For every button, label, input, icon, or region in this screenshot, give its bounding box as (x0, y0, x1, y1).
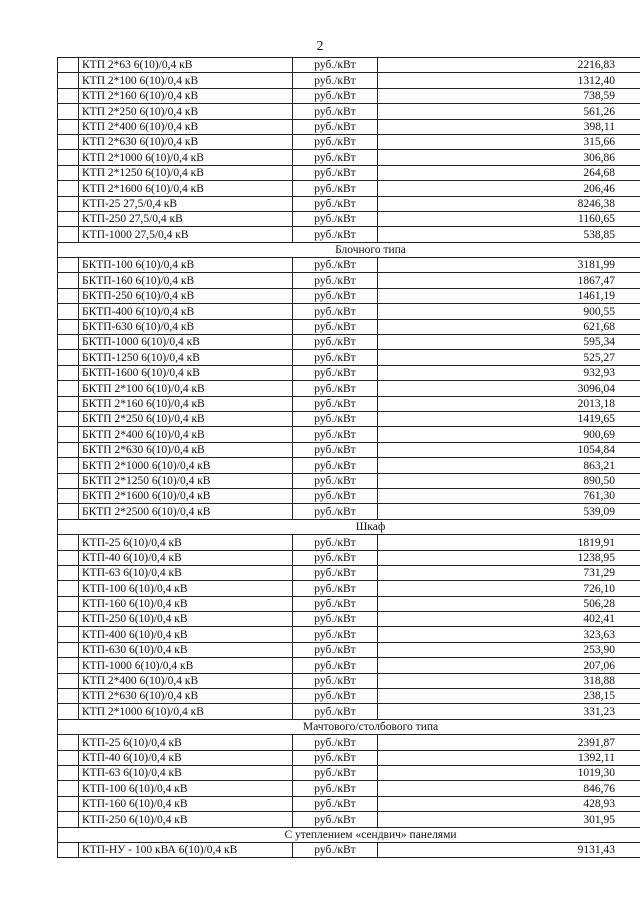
unit-cell: руб./кВт (293, 104, 378, 119)
unit-cell: руб./кВт (293, 735, 378, 750)
blank-cell (58, 58, 79, 73)
table-row (58, 735, 640, 750)
table-row (58, 535, 640, 550)
table-row (58, 258, 640, 273)
price-value-cell: 323,63 (378, 627, 640, 642)
price-value-cell: 561,26 (378, 104, 640, 119)
price-value-cell: 9131,43 (378, 842, 640, 857)
table-row (58, 350, 640, 365)
substation-name-cell: КТП-160 6(10)/0,4 кВ (79, 796, 293, 811)
price-value-cell: 402,41 (378, 612, 640, 627)
blank-cell (58, 411, 79, 426)
blank-cell (58, 842, 79, 857)
substation-name-cell: КТП 2*1000 6(10)/0,4 кВ (79, 704, 293, 719)
price-value-cell: 1419,65 (378, 411, 640, 426)
table-row (58, 335, 640, 350)
table-row (58, 689, 640, 704)
unit-cell: руб./кВт (293, 350, 378, 365)
unit-cell: руб./кВт (293, 181, 378, 196)
table-row (58, 750, 640, 765)
unit-cell: руб./кВт (293, 134, 378, 149)
price-value-cell: 8246,38 (378, 196, 640, 211)
blank-cell (58, 73, 79, 88)
table-row (58, 181, 640, 196)
unit-cell: руб./кВт (293, 304, 378, 319)
table-row (58, 396, 640, 411)
price-value-cell: 331,23 (378, 704, 640, 719)
unit-cell: руб./кВт (293, 812, 378, 827)
substation-name-cell: БКТП 2*2500 6(10)/0,4 кВ (79, 504, 293, 519)
blank-cell (58, 319, 79, 334)
blank-cell (58, 88, 79, 103)
price-value-cell: 2391,87 (378, 735, 640, 750)
substation-name-cell: КТП 2*630 6(10)/0,4 кВ (79, 689, 293, 704)
table-row (58, 842, 640, 857)
substation-name-cell: БКТП 2*1250 6(10)/0,4 кВ (79, 473, 293, 488)
table-row (58, 319, 640, 334)
substation-name-cell: КТП 2*400 6(10)/0,4 кВ (79, 119, 293, 134)
unit-cell: руб./кВт (293, 427, 378, 442)
substation-name-cell: БКТП-1000 6(10)/0,4 кВ (79, 335, 293, 350)
price-value-cell: 1160,65 (378, 211, 640, 226)
unit-cell: руб./кВт (293, 319, 378, 334)
unit-cell: руб./кВт (293, 119, 378, 134)
substation-name-cell: БКТП-1600 6(10)/0,4 кВ (79, 365, 293, 380)
substation-name-cell: БКТП-160 6(10)/0,4 кВ (79, 273, 293, 288)
section-title: Шкаф (58, 519, 640, 534)
price-value-cell: 761,30 (378, 488, 640, 503)
blank-cell (58, 181, 79, 196)
blank-cell (58, 812, 79, 827)
blank-cell (58, 504, 79, 519)
substation-name-cell: КТП 2*630 6(10)/0,4 кВ (79, 134, 293, 149)
table-row (58, 704, 640, 719)
section-title: С утеплением «сендвич» панелями (58, 827, 640, 842)
tariff-table-body (58, 58, 640, 858)
price-value-cell: 398,11 (378, 119, 640, 134)
blank-cell (58, 458, 79, 473)
substation-name-cell: КТП-250 27,5/0,4 кВ (79, 211, 293, 226)
table-row (58, 781, 640, 796)
substation-name-cell: КТП-НУ - 100 кВА 6(10)/0,4 кВ (79, 842, 293, 857)
price-value-cell: 890,50 (378, 473, 640, 488)
unit-cell: руб./кВт (293, 612, 378, 627)
blank-cell (58, 150, 79, 165)
blank-cell (58, 750, 79, 765)
blank-cell (58, 781, 79, 796)
unit-cell: руб./кВт (293, 335, 378, 350)
blank-cell (58, 227, 79, 242)
price-value-cell: 738,59 (378, 88, 640, 103)
unit-cell: руб./кВт (293, 550, 378, 565)
table-row (58, 812, 640, 827)
substation-name-cell: КТП-630 6(10)/0,4 кВ (79, 642, 293, 657)
price-value-cell: 1461,19 (378, 288, 640, 303)
blank-cell (58, 765, 79, 780)
table-row (58, 488, 640, 503)
table-row (58, 134, 640, 149)
unit-cell: руб./кВт (293, 565, 378, 580)
substation-name-cell: КТП-1000 27,5/0,4 кВ (79, 227, 293, 242)
unit-cell: руб./кВт (293, 211, 378, 226)
unit-cell: руб./кВт (293, 73, 378, 88)
unit-cell: руб./кВт (293, 396, 378, 411)
price-value-cell: 1392,11 (378, 750, 640, 765)
section-header-row (58, 242, 640, 257)
blank-cell (58, 273, 79, 288)
substation-name-cell: КТП-400 6(10)/0,4 кВ (79, 627, 293, 642)
substation-name-cell: КТП-160 6(10)/0,4 кВ (79, 596, 293, 611)
blank-cell (58, 288, 79, 303)
price-value-cell: 318,88 (378, 673, 640, 688)
substation-name-cell: КТП-40 6(10)/0,4 кВ (79, 550, 293, 565)
table-row (58, 381, 640, 396)
unit-cell: руб./кВт (293, 673, 378, 688)
table-row (58, 458, 640, 473)
table-row (58, 427, 640, 442)
price-value-cell: 863,21 (378, 458, 640, 473)
substation-name-cell: БКТП 2*250 6(10)/0,4 кВ (79, 411, 293, 426)
price-value-cell: 726,10 (378, 581, 640, 596)
price-value-cell: 525,27 (378, 350, 640, 365)
table-row (58, 504, 640, 519)
substation-name-cell: КТП-25 27,5/0,4 кВ (79, 196, 293, 211)
tariff-table (57, 57, 640, 858)
price-value-cell: 2013,18 (378, 396, 640, 411)
table-row (58, 642, 640, 657)
unit-cell: руб./кВт (293, 381, 378, 396)
unit-cell: руб./кВт (293, 273, 378, 288)
substation-name-cell: БКТП 2*1000 6(10)/0,4 кВ (79, 458, 293, 473)
blank-cell (58, 612, 79, 627)
substation-name-cell: БКТП-630 6(10)/0,4 кВ (79, 319, 293, 334)
price-value-cell: 932,93 (378, 365, 640, 380)
blank-cell (58, 550, 79, 565)
price-value-cell: 1054,84 (378, 442, 640, 457)
price-value-cell: 538,85 (378, 227, 640, 242)
table-row (58, 211, 640, 226)
table-row (58, 612, 640, 627)
blank-cell (58, 442, 79, 457)
substation-name-cell: КТП 2*1600 6(10)/0,4 кВ (79, 181, 293, 196)
substation-name-cell: КТП 2*1250 6(10)/0,4 кВ (79, 165, 293, 180)
unit-cell: руб./кВт (293, 227, 378, 242)
blank-cell (58, 596, 79, 611)
unit-cell: руб./кВт (293, 442, 378, 457)
unit-cell: руб./кВт (293, 488, 378, 503)
table-row (58, 119, 640, 134)
table-row (58, 673, 640, 688)
table-row (58, 442, 640, 457)
section-title: Блочного типа (58, 242, 640, 257)
substation-name-cell: КТП-25 6(10)/0,4 кВ (79, 535, 293, 550)
section-title: Мачтового/столбового типа (58, 719, 640, 734)
unit-cell: руб./кВт (293, 288, 378, 303)
price-value-cell: 301,95 (378, 812, 640, 827)
table-row (58, 765, 640, 780)
table-row (58, 473, 640, 488)
table-row (58, 304, 640, 319)
substation-name-cell: КТП 2*160 6(10)/0,4 кВ (79, 88, 293, 103)
blank-cell (58, 627, 79, 642)
unit-cell: руб./кВт (293, 781, 378, 796)
table-row (58, 550, 640, 565)
substation-name-cell: КТП-250 6(10)/0,4 кВ (79, 812, 293, 827)
unit-cell: руб./кВт (293, 642, 378, 657)
price-value-cell: 253,90 (378, 642, 640, 657)
price-value-cell: 846,76 (378, 781, 640, 796)
blank-cell (58, 689, 79, 704)
unit-cell: руб./кВт (293, 658, 378, 673)
unit-cell: руб./кВт (293, 704, 378, 719)
table-row (58, 658, 640, 673)
price-value-cell: 207,06 (378, 658, 640, 673)
price-value-cell: 595,34 (378, 335, 640, 350)
table-row (58, 411, 640, 426)
blank-cell (58, 211, 79, 226)
substation-name-cell: БКТП 2*100 6(10)/0,4 кВ (79, 381, 293, 396)
unit-cell: руб./кВт (293, 411, 378, 426)
substation-name-cell: БКТП-400 6(10)/0,4 кВ (79, 304, 293, 319)
blank-cell (58, 258, 79, 273)
substation-name-cell: КТП 2*63 6(10)/0,4 кВ (79, 58, 293, 73)
table-row (58, 165, 640, 180)
unit-cell: руб./кВт (293, 473, 378, 488)
table-row (58, 627, 640, 642)
table-row (58, 88, 640, 103)
substation-name-cell: КТП-100 6(10)/0,4 кВ (79, 781, 293, 796)
table-row (58, 596, 640, 611)
blank-cell (58, 350, 79, 365)
blank-cell (58, 134, 79, 149)
table-row (58, 365, 640, 380)
blank-cell (58, 104, 79, 119)
table-row (58, 104, 640, 119)
table-row (58, 58, 640, 73)
substation-name-cell: КТП-40 6(10)/0,4 кВ (79, 750, 293, 765)
blank-cell (58, 658, 79, 673)
substation-name-cell: КТП 2*250 6(10)/0,4 кВ (79, 104, 293, 119)
price-value-cell: 1238,95 (378, 550, 640, 565)
price-value-cell: 1819,91 (378, 535, 640, 550)
substation-name-cell: КТП-250 6(10)/0,4 кВ (79, 612, 293, 627)
blank-cell (58, 381, 79, 396)
substation-name-cell: КТП 2*400 6(10)/0,4 кВ (79, 673, 293, 688)
unit-cell: руб./кВт (293, 750, 378, 765)
price-value-cell: 539,09 (378, 504, 640, 519)
price-value-cell: 206,46 (378, 181, 640, 196)
price-value-cell: 900,69 (378, 427, 640, 442)
price-value-cell: 315,66 (378, 134, 640, 149)
unit-cell: руб./кВт (293, 842, 378, 857)
blank-cell (58, 735, 79, 750)
price-value-cell: 3096,04 (378, 381, 640, 396)
unit-cell: руб./кВт (293, 796, 378, 811)
blank-cell (58, 427, 79, 442)
price-value-cell: 1867,47 (378, 273, 640, 288)
table-row (58, 273, 640, 288)
substation-name-cell: БКТП-250 6(10)/0,4 кВ (79, 288, 293, 303)
blank-cell (58, 396, 79, 411)
blank-cell (58, 196, 79, 211)
price-value-cell: 900,55 (378, 304, 640, 319)
table-row (58, 288, 640, 303)
unit-cell: руб./кВт (293, 689, 378, 704)
price-value-cell: 238,15 (378, 689, 640, 704)
substation-name-cell: БКТП 2*630 6(10)/0,4 кВ (79, 442, 293, 457)
price-value-cell: 621,68 (378, 319, 640, 334)
section-header-row (58, 519, 640, 534)
substation-name-cell: БКТП 2*1600 6(10)/0,4 кВ (79, 488, 293, 503)
price-value-cell: 1019,30 (378, 765, 640, 780)
blank-cell (58, 565, 79, 580)
substation-name-cell: КТП-1000 6(10)/0,4 кВ (79, 658, 293, 673)
price-value-cell: 264,68 (378, 165, 640, 180)
blank-cell (58, 365, 79, 380)
blank-cell (58, 796, 79, 811)
price-value-cell: 428,93 (378, 796, 640, 811)
price-value-cell: 731,29 (378, 565, 640, 580)
blank-cell (58, 488, 79, 503)
substation-name-cell: КТП-63 6(10)/0,4 кВ (79, 765, 293, 780)
table-row (58, 150, 640, 165)
unit-cell: руб./кВт (293, 458, 378, 473)
unit-cell: руб./кВт (293, 365, 378, 380)
unit-cell: руб./кВт (293, 58, 378, 73)
unit-cell: руб./кВт (293, 196, 378, 211)
substation-name-cell: КТП-100 6(10)/0,4 кВ (79, 581, 293, 596)
blank-cell (58, 335, 79, 350)
blank-cell (58, 535, 79, 550)
table-row (58, 581, 640, 596)
table-row (58, 196, 640, 211)
unit-cell: руб./кВт (293, 150, 378, 165)
substation-name-cell: БКТП-100 6(10)/0,4 кВ (79, 258, 293, 273)
blank-cell (58, 165, 79, 180)
unit-cell: руб./кВт (293, 581, 378, 596)
substation-name-cell: БКТП 2*160 6(10)/0,4 кВ (79, 396, 293, 411)
blank-cell (58, 704, 79, 719)
price-value-cell: 2216,83 (378, 58, 640, 73)
unit-cell: руб./кВт (293, 627, 378, 642)
blank-cell (58, 119, 79, 134)
unit-cell: руб./кВт (293, 258, 378, 273)
substation-name-cell: БКТП-1250 6(10)/0,4 кВ (79, 350, 293, 365)
substation-name-cell: БКТП 2*400 6(10)/0,4 кВ (79, 427, 293, 442)
unit-cell: руб./кВт (293, 535, 378, 550)
unit-cell: руб./кВт (293, 596, 378, 611)
substation-name-cell: КТП-25 6(10)/0,4 кВ (79, 735, 293, 750)
blank-cell (58, 642, 79, 657)
price-value-cell: 1312,40 (378, 73, 640, 88)
unit-cell: руб./кВт (293, 504, 378, 519)
blank-cell (58, 673, 79, 688)
page-number: 2 (316, 39, 324, 54)
price-value-cell: 306,86 (378, 150, 640, 165)
substation-name-cell: КТП-63 6(10)/0,4 кВ (79, 565, 293, 580)
table-row (58, 565, 640, 580)
blank-cell (58, 304, 79, 319)
blank-cell (58, 581, 79, 596)
substation-name-cell: КТП 2*1000 6(10)/0,4 кВ (79, 150, 293, 165)
unit-cell: руб./кВт (293, 88, 378, 103)
section-header-row (58, 719, 640, 734)
price-value-cell: 3181,99 (378, 258, 640, 273)
unit-cell: руб./кВт (293, 765, 378, 780)
table-row (58, 73, 640, 88)
substation-name-cell: КТП 2*100 6(10)/0,4 кВ (79, 73, 293, 88)
unit-cell: руб./кВт (293, 165, 378, 180)
section-header-row (58, 827, 640, 842)
table-row (58, 227, 640, 242)
blank-cell (58, 473, 79, 488)
table-row (58, 796, 640, 811)
price-value-cell: 506,28 (378, 596, 640, 611)
